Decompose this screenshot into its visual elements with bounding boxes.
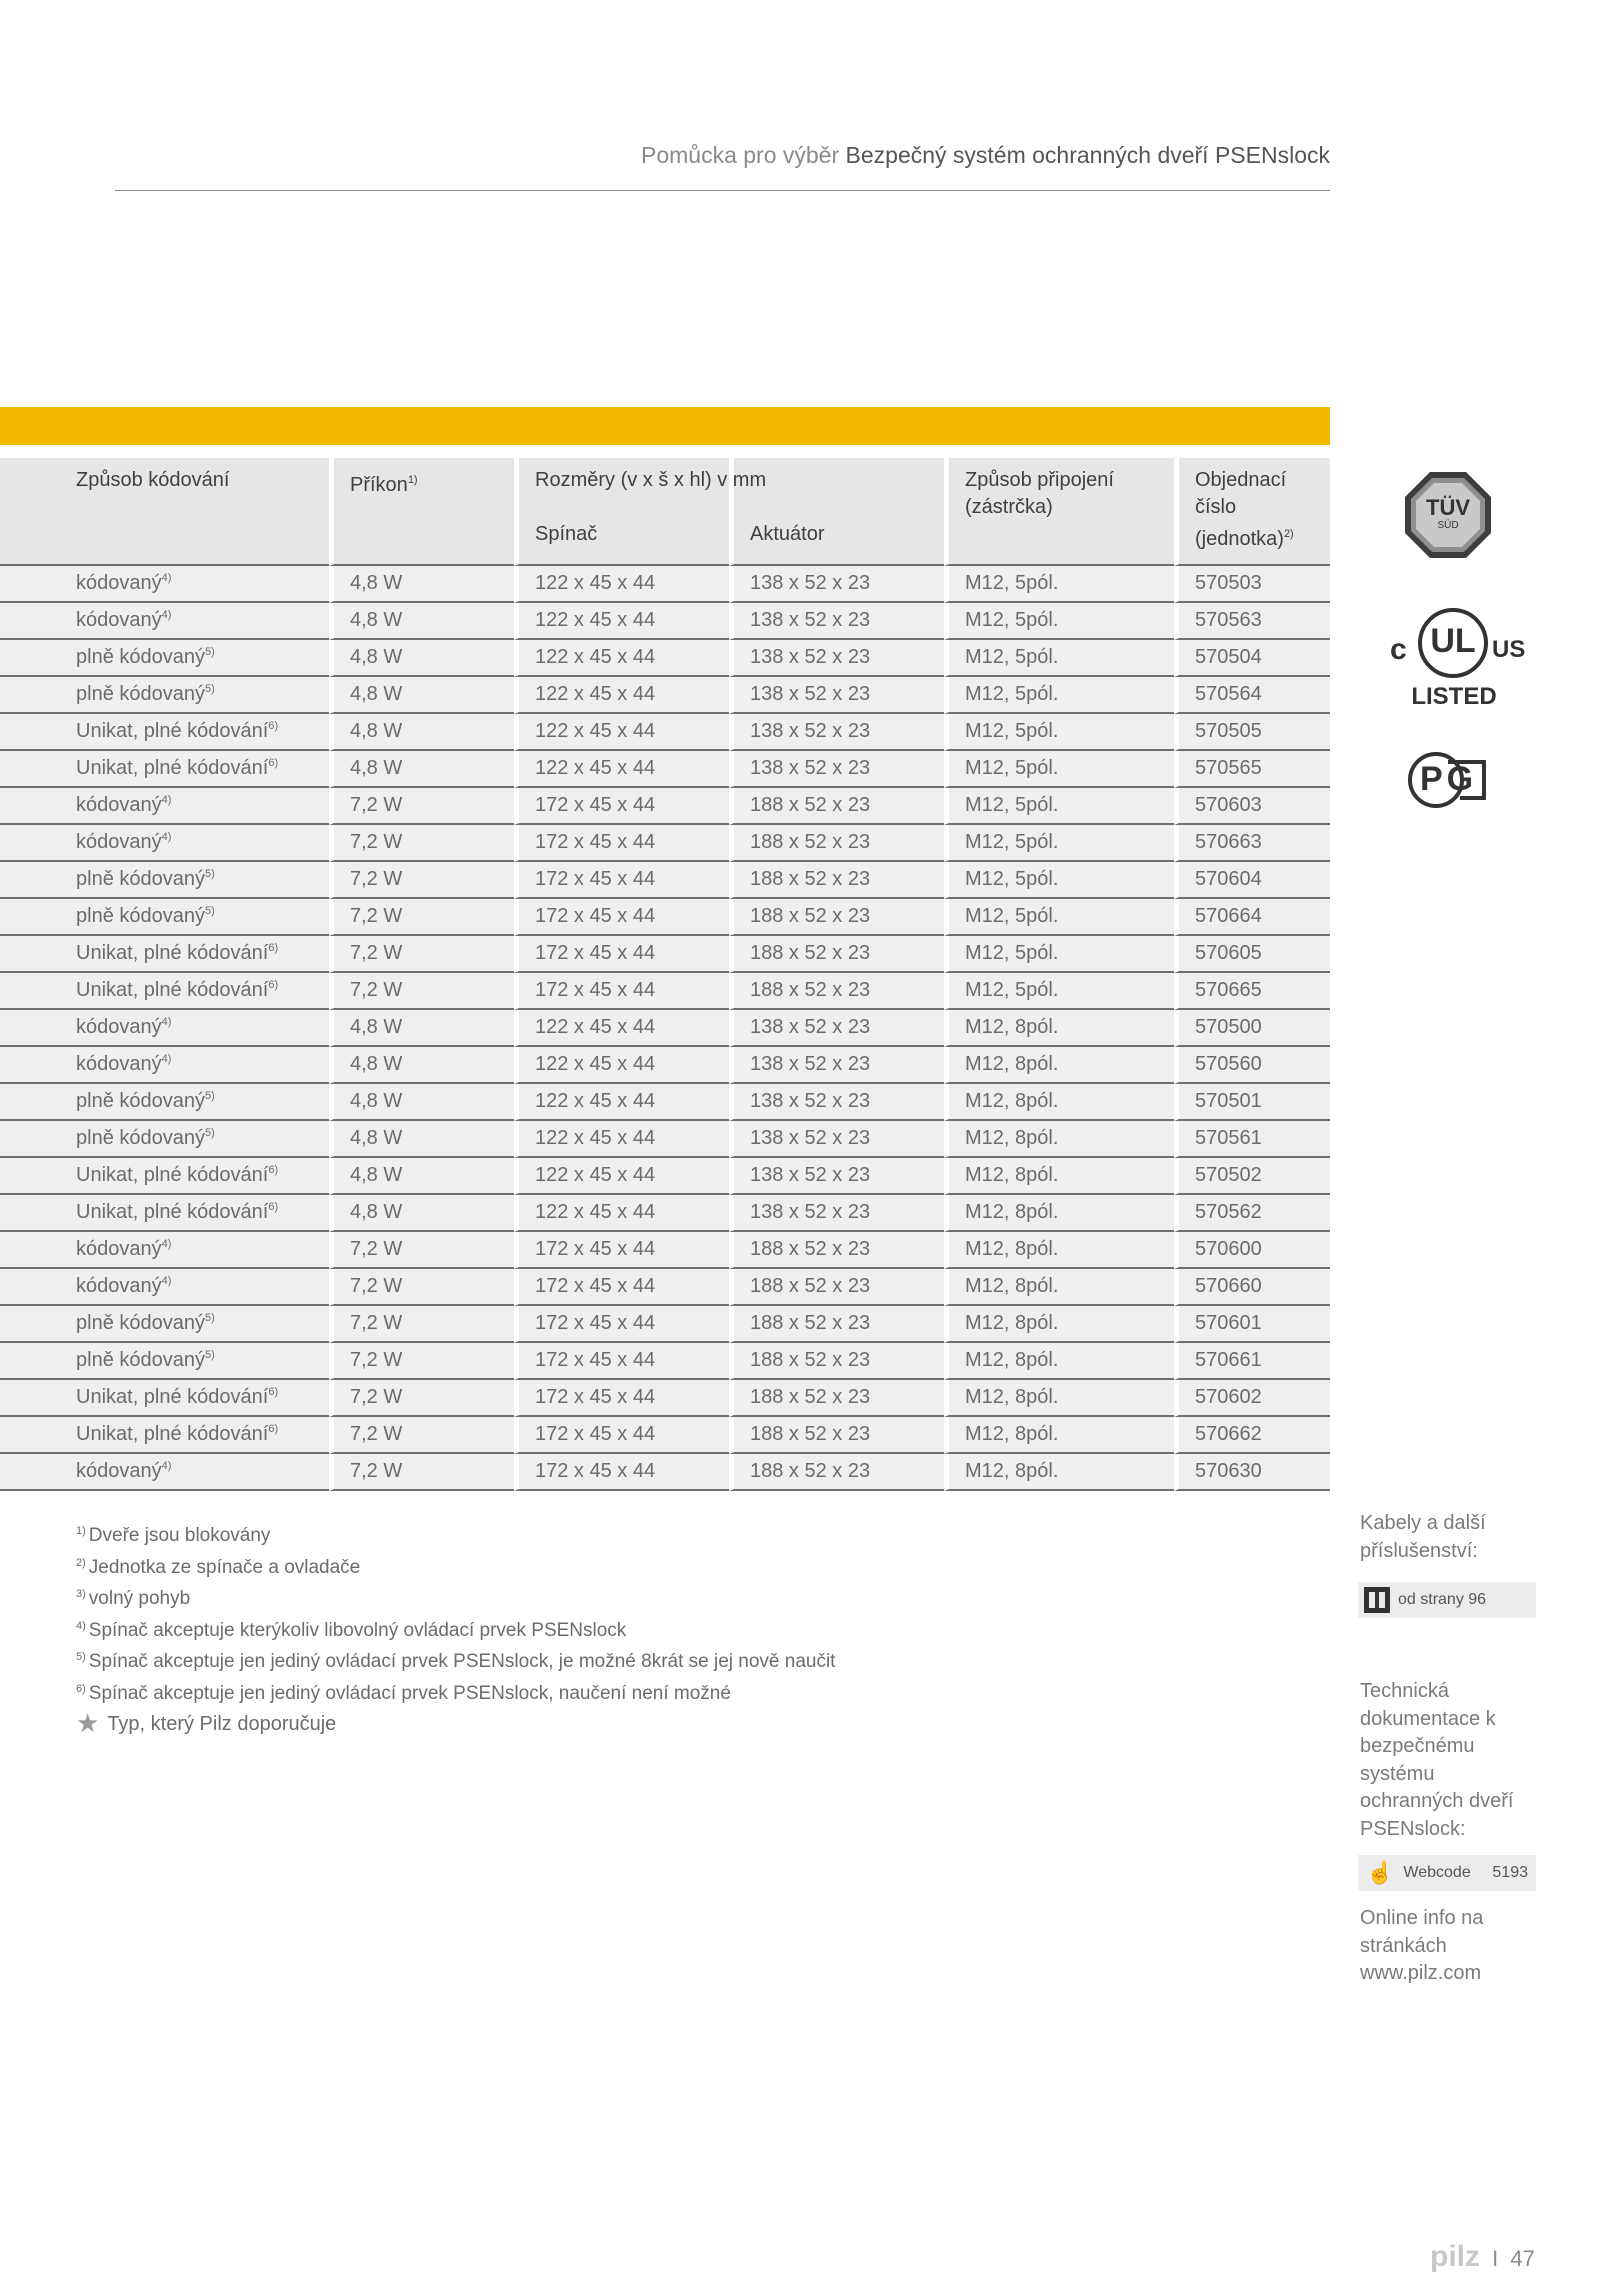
cell-coding: plně kódovaný$^{5)}$ — [0, 899, 329, 936]
cell-actuator: 188 x 52 x 23 — [729, 1417, 944, 1454]
table-row — [0, 936, 1330, 973]
table-row — [0, 1232, 1330, 1269]
table-row — [0, 825, 1330, 862]
header-prefix: Pomůcka pro výběr — [640, 142, 840, 168]
table-row — [0, 973, 1330, 1010]
cell-power: 4,8 W — [329, 603, 514, 640]
cell-actuator: 188 x 52 x 23 — [729, 788, 944, 825]
book-icon — [1364, 1587, 1390, 1613]
footnote: $^{2)}$ Jednotka ze spínače a ovladače — [76, 1556, 361, 1578]
cell-connection: M12, 5pól. — [944, 714, 1174, 751]
header-switch — [514, 458, 767, 566]
cell-coding: kódovaný$^{4)}$ — [0, 1047, 329, 1084]
cell-switch: 122 x 45 x 44 — [514, 1047, 729, 1084]
footnote-ref: 4) — [161, 1016, 172, 1028]
footnote-ref: 5) — [204, 683, 215, 695]
header-order-label: Objednací číslo (jednotka) — [1195, 469, 1287, 550]
cell-power: 4,8 W — [329, 751, 514, 788]
cell-actuator: 138 x 52 x 23 — [729, 640, 944, 677]
cell-order: 570602 — [1174, 1380, 1330, 1417]
cell-power: 7,2 W — [329, 899, 514, 936]
sidebar-cables-label: Kabely a další příslušenství: — [1360, 1512, 1486, 1562]
cell-switch: 172 x 45 x 44 — [514, 936, 729, 973]
cell-order: 570665 — [1174, 973, 1330, 1010]
gost-logo — [1408, 750, 1494, 810]
cell-connection: M12, 8pól. — [944, 1417, 1174, 1454]
yellow-band — [0, 407, 1330, 445]
webcode-box[interactable] — [1358, 1855, 1536, 1891]
footnote-ref: 6) — [268, 1423, 279, 1435]
table-row — [0, 1269, 1330, 1306]
cell-coding: kódovaný$^{4)}$ — [0, 1232, 329, 1269]
cell-order: 570560 — [1174, 1047, 1330, 1084]
cell-coding: Unikat, plné kódování$^{6)}$ — [0, 751, 329, 788]
cell-coding: kódovaný$^{4)}$ — [0, 1010, 329, 1047]
cell-actuator: 188 x 52 x 23 — [729, 1454, 944, 1491]
cell-actuator: 138 x 52 x 23 — [729, 1010, 944, 1047]
cell-connection: M12, 8pól. — [944, 1232, 1174, 1269]
footnote-ref: 5) — [204, 905, 215, 917]
cell-order: 570503 — [1174, 566, 1330, 603]
cell-connection: M12, 5pól. — [944, 825, 1174, 862]
cell-actuator: 188 x 52 x 23 — [729, 899, 944, 936]
cell-actuator: 138 x 52 x 23 — [729, 1084, 944, 1121]
cell-switch: 122 x 45 x 44 — [514, 1010, 729, 1047]
cell-actuator: 188 x 52 x 23 — [729, 1380, 944, 1417]
cell-actuator: 188 x 52 x 23 — [729, 1232, 944, 1269]
cell-power: 4,8 W — [329, 640, 514, 677]
footnote-ref: 5) — [204, 868, 215, 880]
table-row — [0, 1454, 1330, 1491]
header-coding-label: Způsob kódování — [76, 469, 230, 491]
cables-box[interactable] — [1358, 1582, 1536, 1618]
cell-power: 7,2 W — [329, 1343, 514, 1380]
footnote: $^{6)}$ Spínač akceptuje jen jediný ovládací prvek PSENslock, naučení není možné — [76, 1682, 731, 1704]
cell-coding: Unikat, plné kódování$^{6)}$ — [0, 1158, 329, 1195]
cell-power: 4,8 W — [329, 714, 514, 751]
cell-order: 570562 — [1174, 1195, 1330, 1232]
header-connection-label: Způsob připojení (zástrčka) — [965, 469, 1114, 518]
cell-order: 570605 — [1174, 936, 1330, 973]
table-row — [0, 1195, 1330, 1232]
page-number: 47 — [1510, 2246, 1535, 2271]
cell-connection: M12, 5pól. — [944, 788, 1174, 825]
cell-coding: kódovaný$^{4)}$ — [0, 825, 329, 862]
cell-coding: Unikat, plné kódování$^{6)}$ — [0, 973, 329, 1010]
cell-coding: plně kódovaný$^{5)}$ — [0, 677, 329, 714]
cell-coding: plně kódovaný$^{5)}$ — [0, 1306, 329, 1343]
tuv-text: TÜV — [1426, 495, 1470, 520]
cell-power: 4,8 W — [329, 1047, 514, 1084]
cell-switch: 122 x 45 x 44 — [514, 566, 729, 603]
cell-power: 4,8 W — [329, 1084, 514, 1121]
cell-actuator: 138 x 52 x 23 — [729, 751, 944, 788]
cell-switch: 172 x 45 x 44 — [514, 788, 729, 825]
cell-power: 7,2 W — [329, 1306, 514, 1343]
cell-connection: M12, 8pól. — [944, 1084, 1174, 1121]
table-row — [0, 1306, 1330, 1343]
footnote-ref: 5) — [204, 1349, 215, 1361]
footnote-ref: 6) — [268, 720, 279, 732]
cell-actuator: 188 x 52 x 23 — [729, 1306, 944, 1343]
table-row — [0, 862, 1330, 899]
cell-switch: 172 x 45 x 44 — [514, 899, 729, 936]
table-row — [0, 566, 1330, 603]
ul-us: US — [1492, 636, 1526, 663]
footnote-ref: 5) — [204, 646, 215, 658]
cell-coding: Unikat, plné kódování$^{6)}$ — [0, 1380, 329, 1417]
footnote-ref: 6) — [268, 979, 279, 991]
cell-connection: M12, 5pól. — [944, 677, 1174, 714]
pointer-hand-icon: ☝ — [1366, 1860, 1394, 1885]
header-power-fn: 1) — [407, 474, 418, 486]
cell-actuator: 188 x 52 x 23 — [729, 936, 944, 973]
table-row — [0, 677, 1330, 714]
footnote-ref: 6) — [268, 757, 279, 769]
cell-actuator: 188 x 52 x 23 — [729, 973, 944, 1010]
cell-actuator: 138 x 52 x 23 — [729, 566, 944, 603]
footnote-ref: 4) — [161, 1460, 172, 1472]
product-table — [0, 458, 1330, 1491]
cell-power: 7,2 W — [329, 1269, 514, 1306]
page-footer — [1430, 2240, 1535, 2274]
cell-coding: kódovaný$^{4)}$ — [0, 566, 329, 603]
header-order-fn: 2) — [1283, 528, 1294, 540]
table-row — [0, 603, 1330, 640]
cell-actuator: 188 x 52 x 23 — [729, 1343, 944, 1380]
cell-coding: Unikat, plné kódování$^{6)}$ — [0, 1195, 329, 1232]
cell-connection: M12, 8pól. — [944, 1343, 1174, 1380]
table-row — [0, 751, 1330, 788]
table-row — [0, 1010, 1330, 1047]
cell-connection: M12, 8pól. — [944, 1380, 1174, 1417]
header-power — [329, 458, 514, 566]
cell-switch: 122 x 45 x 44 — [514, 1158, 729, 1195]
cell-connection: M12, 8pól. — [944, 1047, 1174, 1084]
header-order — [1174, 458, 1330, 566]
cell-order: 570502 — [1174, 1158, 1330, 1195]
cell-order: 570564 — [1174, 677, 1330, 714]
cables-box-text: od strany 96 — [1398, 1591, 1487, 1608]
table-row — [0, 640, 1330, 677]
cell-switch: 122 x 45 x 44 — [514, 603, 729, 640]
gost-text: PG — [1420, 760, 1478, 798]
star-icon: ★ — [76, 1708, 100, 1738]
webcode-value: 5193 — [1492, 1864, 1528, 1881]
table-row — [0, 1158, 1330, 1195]
footnote: $^{4)}$ Spínač akceptuje kterýkoliv libovolný ovládací prvek PSENslock — [76, 1619, 627, 1641]
cell-coding: Unikat, plné kódování$^{6)}$ — [0, 936, 329, 973]
table-row — [0, 1121, 1330, 1158]
cell-coding: Unikat, plné kódování$^{6)}$ — [0, 1417, 329, 1454]
cell-connection: M12, 8pól. — [944, 1158, 1174, 1195]
table-row — [0, 1417, 1330, 1454]
header-coding — [0, 458, 329, 566]
cell-order: 570501 — [1174, 1084, 1330, 1121]
cell-connection: M12, 8pól. — [944, 1121, 1174, 1158]
cell-connection: M12, 8pól. — [944, 1454, 1174, 1491]
cell-switch: 122 x 45 x 44 — [514, 714, 729, 751]
cell-actuator: 138 x 52 x 23 — [729, 1121, 944, 1158]
footnote-ref: 5) — [204, 1312, 215, 1324]
cell-order: 570663 — [1174, 825, 1330, 862]
cell-connection: M12, 8pól. — [944, 1010, 1174, 1047]
cell-power: 4,8 W — [329, 1195, 514, 1232]
cell-power: 4,8 W — [329, 677, 514, 714]
header-switch-label: Spínač — [535, 523, 598, 545]
ul-listed-logo — [1388, 603, 1528, 713]
footnote-ref: 6) — [268, 1201, 279, 1213]
cell-actuator: 138 x 52 x 23 — [729, 1195, 944, 1232]
cell-order: 570630 — [1174, 1454, 1330, 1491]
cell-power: 4,8 W — [329, 1158, 514, 1195]
cell-order: 570505 — [1174, 714, 1330, 751]
cell-actuator: 188 x 52 x 23 — [729, 862, 944, 899]
cell-connection: M12, 5pól. — [944, 603, 1174, 640]
cell-power: 7,2 W — [329, 1232, 514, 1269]
footnote-ref: 6) — [268, 1164, 279, 1176]
cell-switch: 172 x 45 x 44 — [514, 1232, 729, 1269]
header-actuator-label: Aktuátor — [750, 523, 825, 545]
header-rule — [115, 190, 1330, 191]
cell-coding: kódovaný$^{4)}$ — [0, 1454, 329, 1491]
cell-switch: 172 x 45 x 44 — [514, 1343, 729, 1380]
cell-switch: 122 x 45 x 44 — [514, 640, 729, 677]
footnote-ref: 6) — [268, 1386, 279, 1398]
cell-actuator: 138 x 52 x 23 — [729, 714, 944, 751]
footnote-ref: 4) — [161, 609, 172, 621]
footnote-ref: 4) — [161, 794, 172, 806]
header-dimensions: Rozměry (v x š x hl) v mm — [535, 469, 767, 491]
cell-connection: M12, 5pól. — [944, 899, 1174, 936]
cell-coding: plně kódovaný$^{5)}$ — [0, 1084, 329, 1121]
cell-power: 4,8 W — [329, 1121, 514, 1158]
cell-power: 7,2 W — [329, 1380, 514, 1417]
cell-power: 7,2 W — [329, 1454, 514, 1491]
cell-switch: 122 x 45 x 44 — [514, 751, 729, 788]
cell-power: 7,2 W — [329, 825, 514, 862]
tuv-logo — [1403, 470, 1493, 560]
cell-switch: 172 x 45 x 44 — [514, 1269, 729, 1306]
cell-order: 570662 — [1174, 1417, 1330, 1454]
footnote-ref: 4) — [161, 572, 172, 584]
cell-coding: plně kódovaný$^{5)}$ — [0, 640, 329, 677]
cell-switch: 172 x 45 x 44 — [514, 1306, 729, 1343]
cell-coding: kódovaný$^{4)}$ — [0, 1269, 329, 1306]
cell-connection: M12, 8pól. — [944, 1195, 1174, 1232]
cell-coding: plně kódovaný$^{5)}$ — [0, 1121, 329, 1158]
cell-coding: plně kódovaný$^{5)}$ — [0, 1343, 329, 1380]
cell-actuator: 138 x 52 x 23 — [729, 1158, 944, 1195]
cell-order: 570661 — [1174, 1343, 1330, 1380]
cell-coding: plně kódovaný$^{5)}$ — [0, 862, 329, 899]
cell-switch: 172 x 45 x 44 — [514, 1417, 729, 1454]
footer-separator: I — [1492, 2246, 1499, 2271]
header-title: Bezpečný systém ochranných dveří PSENslock — [845, 142, 1330, 168]
table-row — [0, 788, 1330, 825]
cell-actuator: 188 x 52 x 23 — [729, 1269, 944, 1306]
cell-actuator: 138 x 52 x 23 — [729, 1047, 944, 1084]
recommend-text: Typ, který Pilz doporučuje — [107, 1713, 337, 1735]
cell-order: 570504 — [1174, 640, 1330, 677]
cell-switch: 172 x 45 x 44 — [514, 825, 729, 862]
cell-connection: M12, 5pól. — [944, 862, 1174, 899]
footnote-ref: 5) — [204, 1090, 215, 1102]
cell-connection: M12, 5pól. — [944, 751, 1174, 788]
tuv-sub: SÜD — [1437, 520, 1459, 531]
header-connection — [944, 458, 1174, 566]
cell-connection: M12, 8pól. — [944, 1306, 1174, 1343]
cell-order: 570660 — [1174, 1269, 1330, 1306]
cell-power: 7,2 W — [329, 788, 514, 825]
cell-order: 570603 — [1174, 788, 1330, 825]
footnote-ref: 5) — [204, 1127, 215, 1139]
cell-switch: 172 x 45 x 44 — [514, 1380, 729, 1417]
cell-coding: kódovaný$^{4)}$ — [0, 788, 329, 825]
table-row — [0, 899, 1330, 936]
webcode-label: Webcode — [1403, 1864, 1471, 1881]
cell-coding: Unikat, plné kódování$^{6)}$ — [0, 714, 329, 751]
cell-connection: M12, 5pól. — [944, 973, 1174, 1010]
cell-order: 570600 — [1174, 1232, 1330, 1269]
footnote-ref: 6) — [268, 942, 279, 954]
cell-switch: 122 x 45 x 44 — [514, 1121, 729, 1158]
table-row — [0, 1047, 1330, 1084]
table-body — [0, 566, 1330, 1491]
cell-order: 570500 — [1174, 1010, 1330, 1047]
cell-order: 570601 — [1174, 1306, 1330, 1343]
pilz-logo: pilz — [1430, 2240, 1480, 2273]
footnote-ref: 4) — [161, 1238, 172, 1250]
cell-order: 570563 — [1174, 603, 1330, 640]
cell-switch: 172 x 45 x 44 — [514, 1454, 729, 1491]
table-row — [0, 714, 1330, 751]
cell-actuator: 138 x 52 x 23 — [729, 677, 944, 714]
cell-switch: 122 x 45 x 44 — [514, 1084, 729, 1121]
ul-c: c — [1390, 633, 1407, 666]
cell-order: 570604 — [1174, 862, 1330, 899]
cell-order: 570561 — [1174, 1121, 1330, 1158]
cell-switch: 172 x 45 x 44 — [514, 862, 729, 899]
ul-listed: LISTED — [1411, 683, 1497, 710]
cell-power: 4,8 W — [329, 1010, 514, 1047]
header-power-label: Příkon — [350, 474, 408, 496]
cell-power: 7,2 W — [329, 1417, 514, 1454]
table-row — [0, 1084, 1330, 1121]
cell-order: 570664 — [1174, 899, 1330, 936]
table-row — [0, 1380, 1330, 1417]
sidebar-online: Online info na stránkách www.pilz.com — [1360, 1907, 1484, 1984]
sidebar-tech-label: Technická dokumentace k bezpečnému systému ochranných dveří PSENslock: — [1360, 1680, 1514, 1840]
footnotes — [76, 1518, 976, 1707]
footnote-ref: 4) — [161, 1275, 172, 1287]
cell-power: 7,2 W — [329, 862, 514, 899]
cell-connection: M12, 5pól. — [944, 566, 1174, 603]
cell-coding: kódovaný$^{4)}$ — [0, 603, 329, 640]
cell-connection: M12, 5pól. — [944, 640, 1174, 677]
cell-order: 570565 — [1174, 751, 1330, 788]
ul-mark: UL — [1430, 622, 1476, 660]
cell-connection: M12, 5pól. — [944, 936, 1174, 973]
cell-connection: M12, 8pól. — [944, 1269, 1174, 1306]
footnote-ref: 4) — [161, 1053, 172, 1065]
cell-switch: 172 x 45 x 44 — [514, 973, 729, 1010]
footnote: $^{3)}$ volný pohyb — [76, 1588, 191, 1609]
footnote-ref: 4) — [161, 831, 172, 843]
cell-switch: 122 x 45 x 44 — [514, 1195, 729, 1232]
cell-actuator: 188 x 52 x 23 — [729, 825, 944, 862]
page-header — [115, 142, 1330, 169]
cell-actuator: 138 x 52 x 23 — [729, 603, 944, 640]
cell-power: 7,2 W — [329, 973, 514, 1010]
cell-power: 7,2 W — [329, 936, 514, 973]
footnote: $^{1)}$ Dveře jsou blokovány — [76, 1525, 271, 1546]
table-row — [0, 1343, 1330, 1380]
cell-power: 4,8 W — [329, 566, 514, 603]
cell-switch: 122 x 45 x 44 — [514, 677, 729, 714]
recommend-legend — [76, 1708, 336, 1739]
footnote: $^{5)}$ Spínač akceptuje jen jediný ovládací prvek PSENslock, je možné 8krát se jej nově naučit — [76, 1651, 836, 1672]
